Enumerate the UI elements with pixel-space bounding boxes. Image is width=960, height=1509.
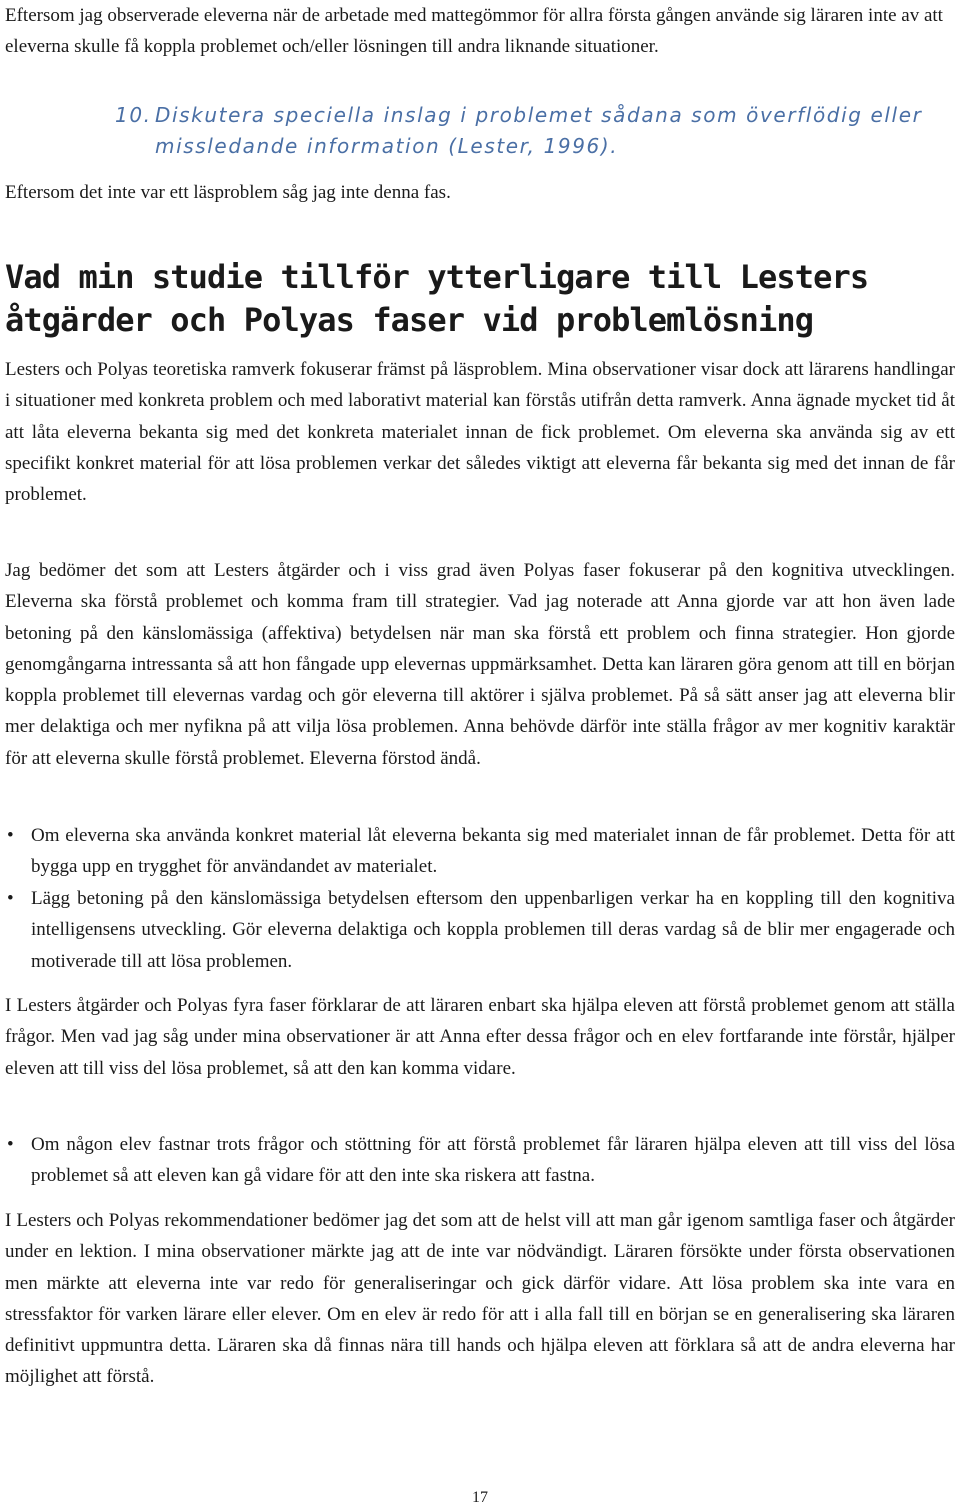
bullet-text-1: Om eleverna ska använda konkret material låt eleverna bekanta sig med materialet innan de får problemet. Detta för att bygga upp en trygghet för användandet av materialet. [31,825,955,878]
intro-paragraph: Eftersom jag observerade eleverna när de arbetade med mattegömmor för allra första gången använde sig läraren inte av att eleverna skulle få koppla problemet och/eller lösningen till andra liknande situationer. [5,5,943,57]
bullet-text-3: Om någon elev fastnar trots frågor och stöttning för att förstå problemet får läraren hjälpa eleven att till viss del lösa problemet så att eleven kan gå vidare för att den inte ska riskera att fastna. [31,1134,955,1187]
after-item-paragraph: Eftersom det inte var ett läsproblem såg jag inte denna fas. [5,182,451,203]
paragraph-3: I Lesters åtgärder och Polyas fyra faser förklarar de att läraren enbart ska hjälpa eleven att förstå problemet genom att ställa frågor. Men vad jag såg under mina observationer är att Anna efter dessa frågor och en elev fortfarande inte förstår, hjälper eleven att till viss del lösa problemet, så att den kan komma vidare. [5,995,955,1079]
item-text-line1: Diskutera speciella inslag i problemet sådana som överflödig eller [155,103,923,127]
page-number: 17 [472,1489,488,1506]
paragraph-1: Lesters och Polyas teoretiska ramverk fokuserar främst på läsproblem. Mina observationer visar dock att lärarens handlingar i situationer med konkreta problem och med laborativt material kan förstås utifrån detta ramverk. Anna ägnade mycket tid åt att låta eleverna bekanta sig med det konkreta materialet innan de fick problemet. Om eleverna ska använda sig av ett specifikt konkret material för att lösa problemen verkar det således viktigt att eleverna får bekanta sig med det innan de får problemet. [5,359,955,506]
paragraph-2: Jag bedömer det som att Lesters åtgärder och i viss grad även Polyas faser fokuserar på den kognitiva utvecklingen. Eleverna ska förstå problemet och komma fram till strategier. Vad jag noterade att Anna gjorde var att hon även lade betoning på den känslomässiga (affektiva) betydelsen när man ska förstå ett problem och finna strategier. Hon gjorde genomgångarna intressanta så att hon fångade upp elevernas uppmärksamhet. Detta kan läraren göra genom att till en början koppla problemet till elevernas vardag och gör eleverna till aktörer i själva problemet. På så sätt anser jag att eleverna blir mer delaktiga och mer nyfikna på att vilja lösa problemen. Anna behövde därför inte ställa frågor av mer kognitiv karaktär för att eleverna skulle förstå problemet. Eleverna förstod ändå. [5,560,955,769]
heading-line2: åtgärder och Polyas faser vid problemlösning [5,301,814,339]
bullet-icon: • [7,825,14,846]
item-text-line2: missledande information (Lester, 1996). [155,134,619,158]
bullet-item-2 [5,883,955,977]
bullet-text-2: Lägg betoning på den känslomässiga betydelsen eftersom den uppenbarligen verkar ha en koppling till den kognitiva intelligensens utveckling. Gör eleverna delaktiga och koppla problemen till deras vardag så de blir mer engagerade och motiverade till att lösa problemen. [31,888,955,972]
heading-line1: Vad min studie tillför ytterligare till Lesters [5,258,869,296]
bullet-item-3 [5,1129,955,1192]
numbered-item-10 [115,100,935,162]
paragraph-4: I Lesters och Polyas rekommendationer bedömer jag det som att de helst vill att man går igenom samtliga faser och åtgärder under en lektion. I mina observationer märkte jag att de inte var nödvändigt. Läraren försökte under första observationen men märkte att eleverna inte var redo för generaliseringar och gick därför vidare. Att lösa problem ska inte vara en stressfaktor för varken lärare eller elever. Om en elev är redo för att i alla fall till en början se en generalisering ska läraren definitivt uppmuntra detta. Läraren ska då finnas nära till hands och hjälpa eleven att förklara så att de andra eleverna har möjlighet att förstå. [5,1210,955,1388]
bullet-item-1 [5,820,955,883]
item-number: 10. [115,103,152,127]
bullet-icon: • [7,888,14,909]
section-heading [5,256,955,342]
bullet-icon: • [7,1134,14,1155]
